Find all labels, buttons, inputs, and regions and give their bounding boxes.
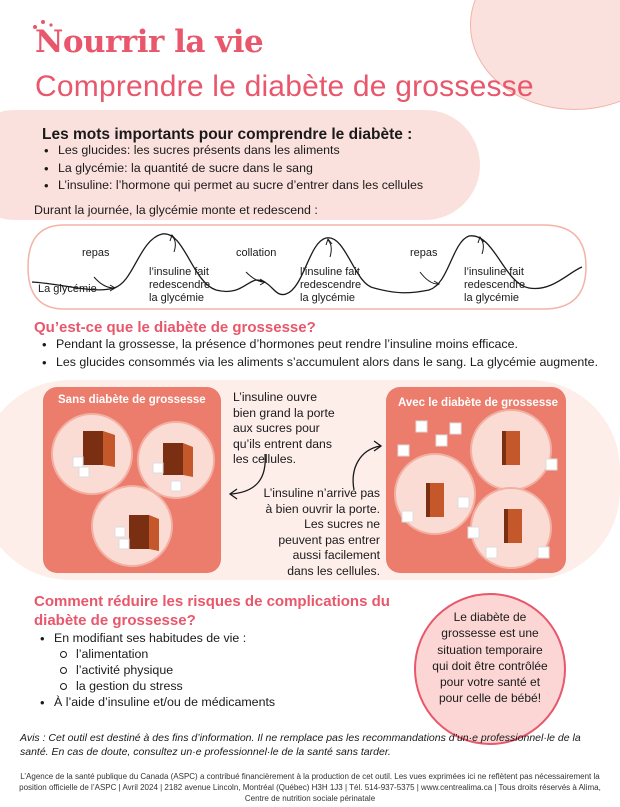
curve-label-snack: collation — [236, 247, 277, 259]
disclaimer: Avis : Cet outil est destiné à des fins d’information. Il ne remplace pas les recommandations d’un·e professionnel·le de la santé. En cas de doute, consultez un·e professionnel·le de la santé sans tarder. — [20, 732, 581, 758]
heading-line: Comment réduire les risques de complications du — [34, 593, 390, 610]
text-line: Les sucres ne — [304, 517, 380, 531]
text-line: pour celle de bébé! — [438, 691, 542, 706]
panel-without-gdm — [43, 387, 221, 573]
curve-label-insulin-1 — [149, 266, 210, 305]
text-line: bien grand la porte — [233, 405, 335, 420]
list-item: la gestion du stress — [76, 679, 183, 693]
reduce-list — [38, 630, 246, 648]
text-line: qu’ils entrent dans — [233, 436, 332, 451]
text-line: dans les cellules. — [287, 563, 380, 578]
curve-label-insulin-2 — [300, 266, 361, 305]
insulin-label-line: redescendre — [149, 279, 211, 291]
insulin-label-line: la glycémie — [464, 292, 520, 304]
text-line: Le diabète de — [453, 610, 527, 624]
insulin-label-line: la glycémie — [300, 292, 356, 304]
list-item: • La glycémie: la quantité de sucre dans le sang — [42, 160, 423, 178]
insulin-label-line: redescendre — [464, 279, 526, 291]
key-words-heading: Les mots importants pour comprendre le diabète : — [42, 126, 413, 143]
text-line: pour votre santé et — [439, 675, 541, 690]
glycemia-curve-diagram — [24, 222, 590, 312]
insulin-label-line: l’insuline fait — [149, 266, 209, 278]
curve-label-meal-1: repas — [82, 247, 110, 259]
open-doors-sugar-icon — [43, 387, 221, 573]
curved-arrow-right-icon — [346, 438, 386, 498]
heading-line: diabète de grossesse? — [34, 612, 196, 629]
list-item: • L’insuline: l’hormone qui permet au sucre d’entrer dans les cellules — [42, 177, 423, 195]
key-words-list — [42, 142, 423, 195]
insulin-label-line: l’insuline fait — [464, 266, 524, 278]
gdm-list — [40, 336, 598, 371]
day-intro-text: Durant la journée, la glycémie monte et redescend : — [34, 203, 318, 217]
closed-doors-sugar-icon — [386, 387, 566, 573]
page-title: Comprendre le diabète de grossesse — [35, 70, 534, 103]
text-line: aussi facilement — [292, 548, 380, 562]
panel-without-gdm-title: Sans diabète de grossesse — [58, 394, 206, 406]
text-line: situation temporaire — [437, 642, 543, 657]
brand-logo: Nourrir la vie — [35, 24, 264, 60]
curve-label-meal-2: repas — [410, 247, 438, 259]
list-item: l’activité physique — [76, 662, 183, 678]
list-item: • À l’aide d’insuline et/ou de médicaments — [38, 694, 275, 712]
callout-text — [416, 609, 564, 707]
text-line: aux sucres pour — [233, 421, 320, 435]
panel-with-gdm — [386, 387, 566, 573]
curve-label-insulin-3 — [464, 266, 525, 305]
text-line: qui doit être contrôlée — [432, 658, 548, 673]
curve-label-glycemia: La glycémie — [38, 283, 97, 295]
insulin-label-line: redescendre — [300, 279, 362, 291]
text-line: peuvent pas entrer — [278, 532, 380, 547]
text-line: à bien ouvrir la porte. — [265, 501, 380, 516]
footer-credits: L’Agence de la santé publique du Canada (ASPC) a contribué financièrement à la production de cet outil. Les vues exprimées ici ne reflètent pas nécessairement la position officielle de l’ASPC | Avril 2024 | 2182 avenue Lincoln, Montréal (Québec) H3H 1J3 | Tél. 514-937-5375 | www.centrealima.ca | Tous droits réservés à Alima, Centre de nutrition sociale périnatale — [19, 772, 601, 803]
curved-arrow-left-icon — [225, 452, 285, 522]
text-line: les cellules. — [233, 452, 296, 466]
medication-list — [38, 694, 275, 712]
lifestyle-sub-list — [76, 646, 183, 694]
list-item: • Les glucides consommés via les aliments s’accumulent alors dans le sang. La glycémie augmente. — [40, 354, 598, 372]
reduce-heading — [34, 592, 390, 630]
list-item: • Les glucides: les sucres présents dans les aliments — [42, 142, 423, 160]
insulin-label-line: l’insuline fait — [300, 266, 360, 278]
gdm-heading: Qu’est-ce que le diabète de grossesse? — [34, 319, 316, 336]
list-item: l’alimentation — [76, 646, 183, 662]
list-item: • En modifiant ses habitudes de vie : — [38, 630, 246, 648]
text-line: L’insuline n’arrive pas — [263, 486, 380, 500]
list-item: • Pendant la grossesse, la présence d’hormones peut rendre l’insuline moins efficace. — [40, 336, 598, 354]
insulin-label-line: la glycémie — [149, 292, 205, 304]
text-line: grossesse est une — [441, 626, 539, 641]
text-line: L’insuline ouvre — [233, 390, 318, 404]
panel-with-gdm-title: Avec le diabète de grossesse — [398, 397, 559, 409]
